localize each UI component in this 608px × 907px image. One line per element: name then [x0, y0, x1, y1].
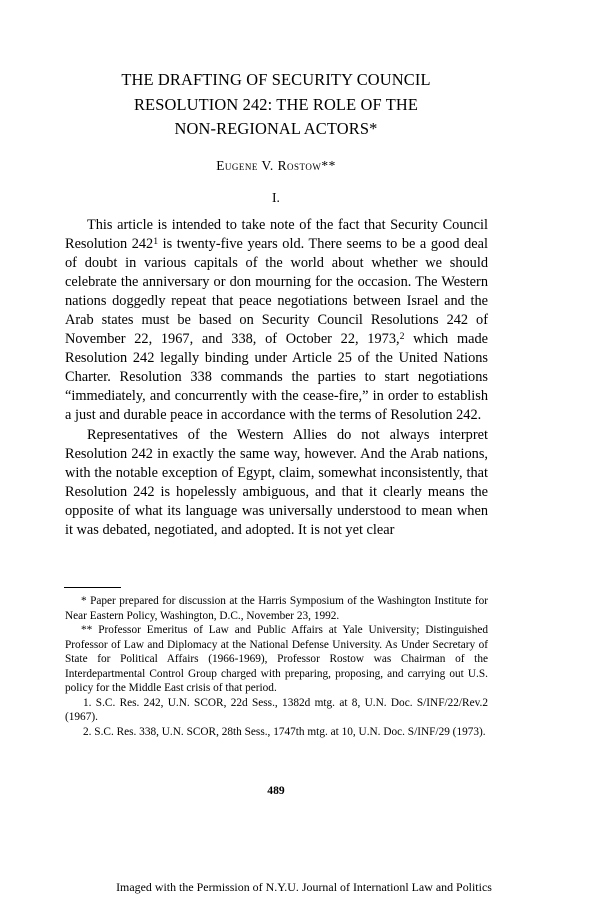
section-number: I. — [272, 190, 280, 205]
paragraph-text-segment: is twenty-five years old. There seems to be a good deal of doubt in various capitals of the world about whether we should celebrate the anniversary or don mourning for the occasion. The Western nations doggedly repeat that peace negotiations between Israel and the Arab states must be based on Security Council Resolutions 242 of November 22, 1967, and 338, of October 22, 1973, — [65, 236, 488, 348]
body-paragraph-1 — [65, 216, 488, 426]
article-body — [65, 216, 488, 540]
footnote-separator-rule — [64, 587, 121, 588]
footnote-marker-1: 1 — [153, 235, 159, 247]
footnote-2: 2. S.C. Res. 338, U.N. SCOR, 28th Sess., 1747th mtg. at 10, U.N. Doc. S/INF/29 (1973). — [83, 725, 486, 738]
title-line-1: THE DRAFTING OF SECURITY COUNCIL — [121, 70, 431, 89]
footnote-marker-2: 2 — [399, 331, 405, 343]
permission-credit-line: Imaged with the Permission of N.Y.U. Journal of Internationl Law and Politics — [116, 880, 492, 894]
paragraph-text-segment: which made Resolution 242 legally binding under Article 25 of the United Nations Charter. Resolution 338 commands the parties to start negotiations “immediately, and concurrently with the cease-fire,” in order to establish a just and durable peace in accordance with the terms of Resolution 242. — [65, 331, 489, 424]
author-byline: Eugene V. Rostow** — [216, 158, 336, 173]
footnote-double-asterisk: ** Professor Emeritus of Law and Public Affairs at Yale University; Distinguished Professor of Law and Diplomacy at the National Defense University. As Under Secretary of State for Political Affairs (1966-1969), Professor Rostow was Chairman of the Interdepartmental Control Group charged with preparing, proposing, and carrying out U.S. policy for the Middle East crisis of that period. — [65, 624, 488, 695]
footnote-section — [65, 594, 488, 739]
page-number: 489 — [267, 784, 285, 797]
article-title — [65, 68, 487, 142]
footnote-asterisk: * Paper prepared for discussion at the Harris Symposium of the Washington Institute for Near Eastern Policy, Washington, D.C., November 23, 1992. — [65, 595, 488, 622]
paragraph-text-segment: This article is intended to take note of the fact that Security Council Resolution 242 — [65, 217, 488, 253]
body-paragraph-2: Representatives of the Western Allies do not always interpret Resolution 242 in exactly the same way, however. And the Arab nations, with the notable exception of Egypt, claim, somewhat inconsistently, that Resolution 242 is hopelessly ambiguous, and that it clearly means the opposite of what its language was universally understood to mean when it was debated, negotiated, and adopted. It is not yet clear — [65, 426, 488, 538]
title-line-2: RESOLUTION 242: THE ROLE OF THE — [133, 94, 419, 114]
footnote-1: 1. S.C. Res. 242, U.N. SCOR, 22d Sess., 1382d mtg. at 8, U.N. Doc. S/INF/22/Rev.2 (1967). — [65, 696, 488, 724]
title-line-3: NON-REGIONAL ACTORS* — [174, 119, 378, 138]
